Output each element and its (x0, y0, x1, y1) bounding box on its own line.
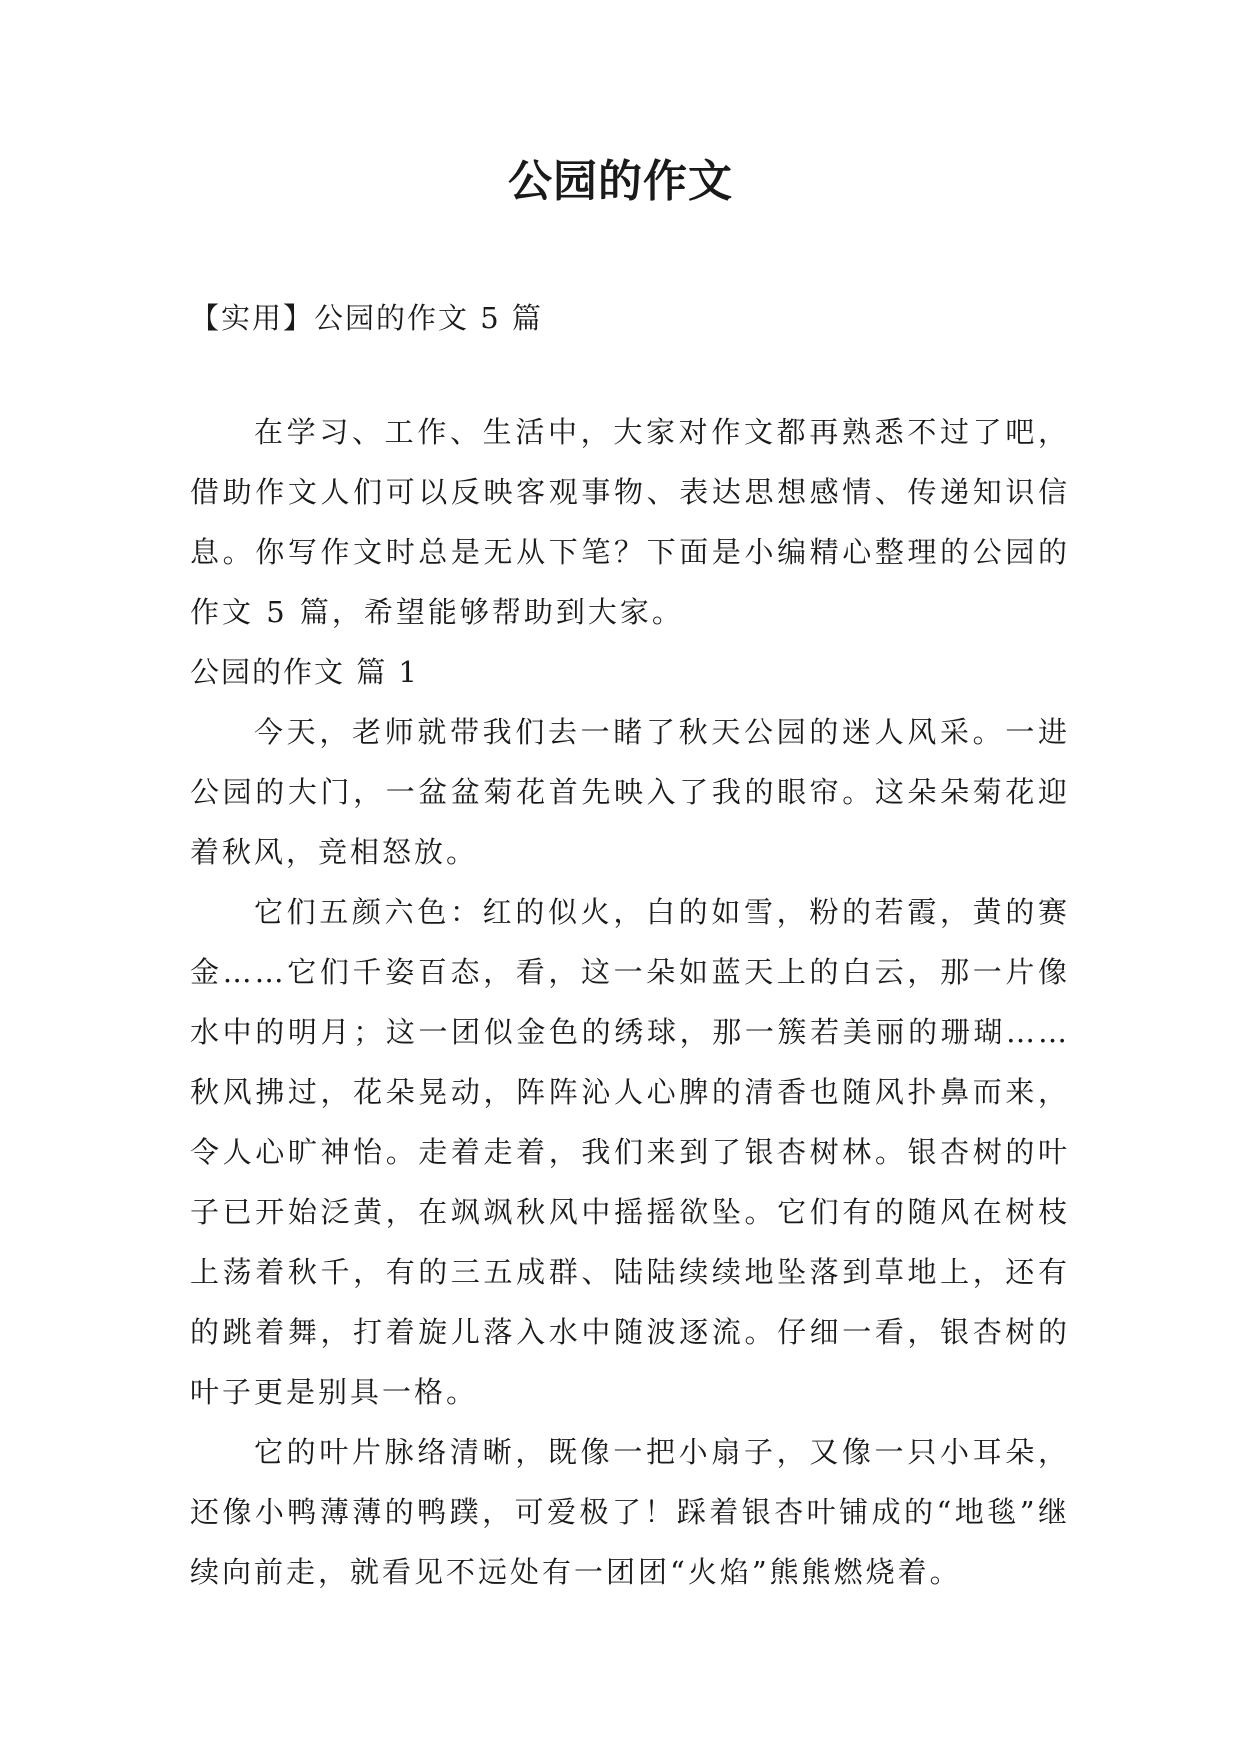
document-subtitle: 【实用】公园的作文 5 篇 (190, 301, 543, 335)
section-heading: 公园的作文 篇 1 (190, 655, 419, 689)
body-paragraph-1: 今天，老师就带我们去一睹了秋天公园的迷人风采。一进公园的大门，一盆盆菊花首先映入了我的眼帘。这朵朵菊花迎着秋风，竞相怒放。 (190, 715, 1070, 869)
document-title: 公园的作文 (508, 156, 733, 207)
body-paragraph-3: 它的叶片脉络清晰，既像一把小扇子，又像一只小耳朵，还像小鸭薄薄的鸭蹼，可爱极了！踩着银杏叶铺成的“地毯”继续向前走，就看见不远处有一团团“火焰”熊熊燃烧着。 (190, 1435, 1070, 1589)
document-body (190, 402, 1070, 1602)
body-paragraph-2: 它们五颜六色：红的似火，白的如雪，粉的若霞，黄的赛金……它们千姿百态，看，这一朵如蓝天上的白云，那一片像水中的明月；这一团似金色的绣球，那一簇若美丽的珊瑚……秋风拂过，花朵晃动，阵阵沁人心脾的清香也随风扑鼻而来，令人心旷神怡。走着走着，我们来到了银杏树林。银杏树的叶子已开始泛黄，在飒飒秋风中摇摇欲坠。它们有的随风在树枝上荡着秋千，有的三五成群、陆陆续续地坠落到草地上，还有的跳着舞，打着旋儿落入水中随波逐流。仔细一看，银杏树的叶子更是别具一格。 (190, 895, 1070, 1409)
intro-paragraph: 在学习、工作、生活中，大家对作文都再熟悉不过了吧，借助作文人们可以反映客观事物、表达思想感情、传递知识信息。你写作文时总是无从下笔？下面是小编精心整理的公园的作文 5 篇，希望能够帮助到大家。 (190, 415, 1070, 629)
